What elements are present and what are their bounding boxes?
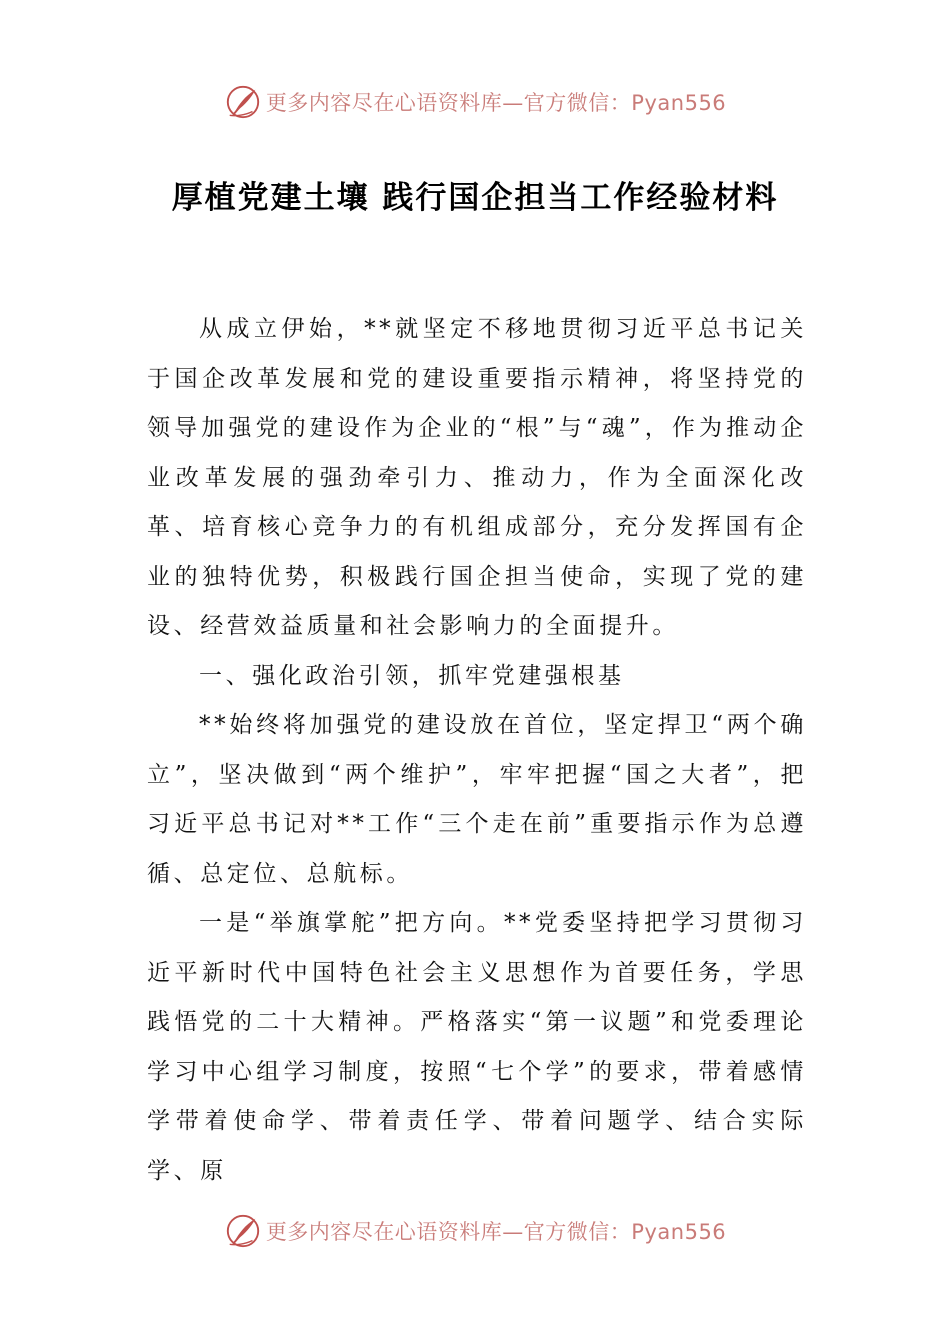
document-body bbox=[147, 305, 807, 1196]
watermark-text: 更多内容尽在心语资料库—官方微信：Pyan556 bbox=[265, 91, 727, 115]
body-paragraph: 一是“举旗掌舵”把方向。**党委坚持把学习贯彻习近平新时代中国特色社会主义思想作为首要任务，学思践悟党的二十大精神。严格落实“第一议题”和党委理论学习中心组学习制度，按照“七个学”的要求，带着感情学带着使命学、带着责任学、带着问题学、结合实际学、原 bbox=[147, 910, 807, 1184]
quill-pen-logo-icon bbox=[224, 83, 262, 121]
section-heading: 一、强化政治引领，抓牢党建强根基 bbox=[199, 662, 625, 689]
quill-pen-logo-icon bbox=[224, 1212, 262, 1250]
header-watermark bbox=[0, 82, 950, 122]
watermark-text: 更多内容尽在心语资料库—官方微信：Pyan556 bbox=[265, 1220, 727, 1244]
document-title: 厚植党建土壤 践行国企担当工作经验材料 bbox=[171, 180, 779, 216]
body-paragraph: 从成立伊始，**就坚定不移地贯彻习近平总书记关于国企改革发展和党的建设重要指示精神，将坚持党的领导加强党的建设作为企业的“根”与“魂”，作为推动企业改革发展的强劲牵引力、推动力，作为全面深化改革、培育核心竞争力的有机组成部分，充分发挥国有企业的独特优势，积极践行国企担当使命，实现了党的建设、经营效益质量和社会影响力的全面提升。 bbox=[147, 316, 807, 639]
body-paragraph: **始终将加强党的建设放在首位，坚定捍卫“两个确立”，坚决做到“两个维护”，牢牢把握“国之大者”，把习近平总书记对**工作“三个走在前”重要指示作为总遵循、总定位、总航标。 bbox=[147, 712, 807, 887]
footer-watermark bbox=[0, 1211, 950, 1251]
